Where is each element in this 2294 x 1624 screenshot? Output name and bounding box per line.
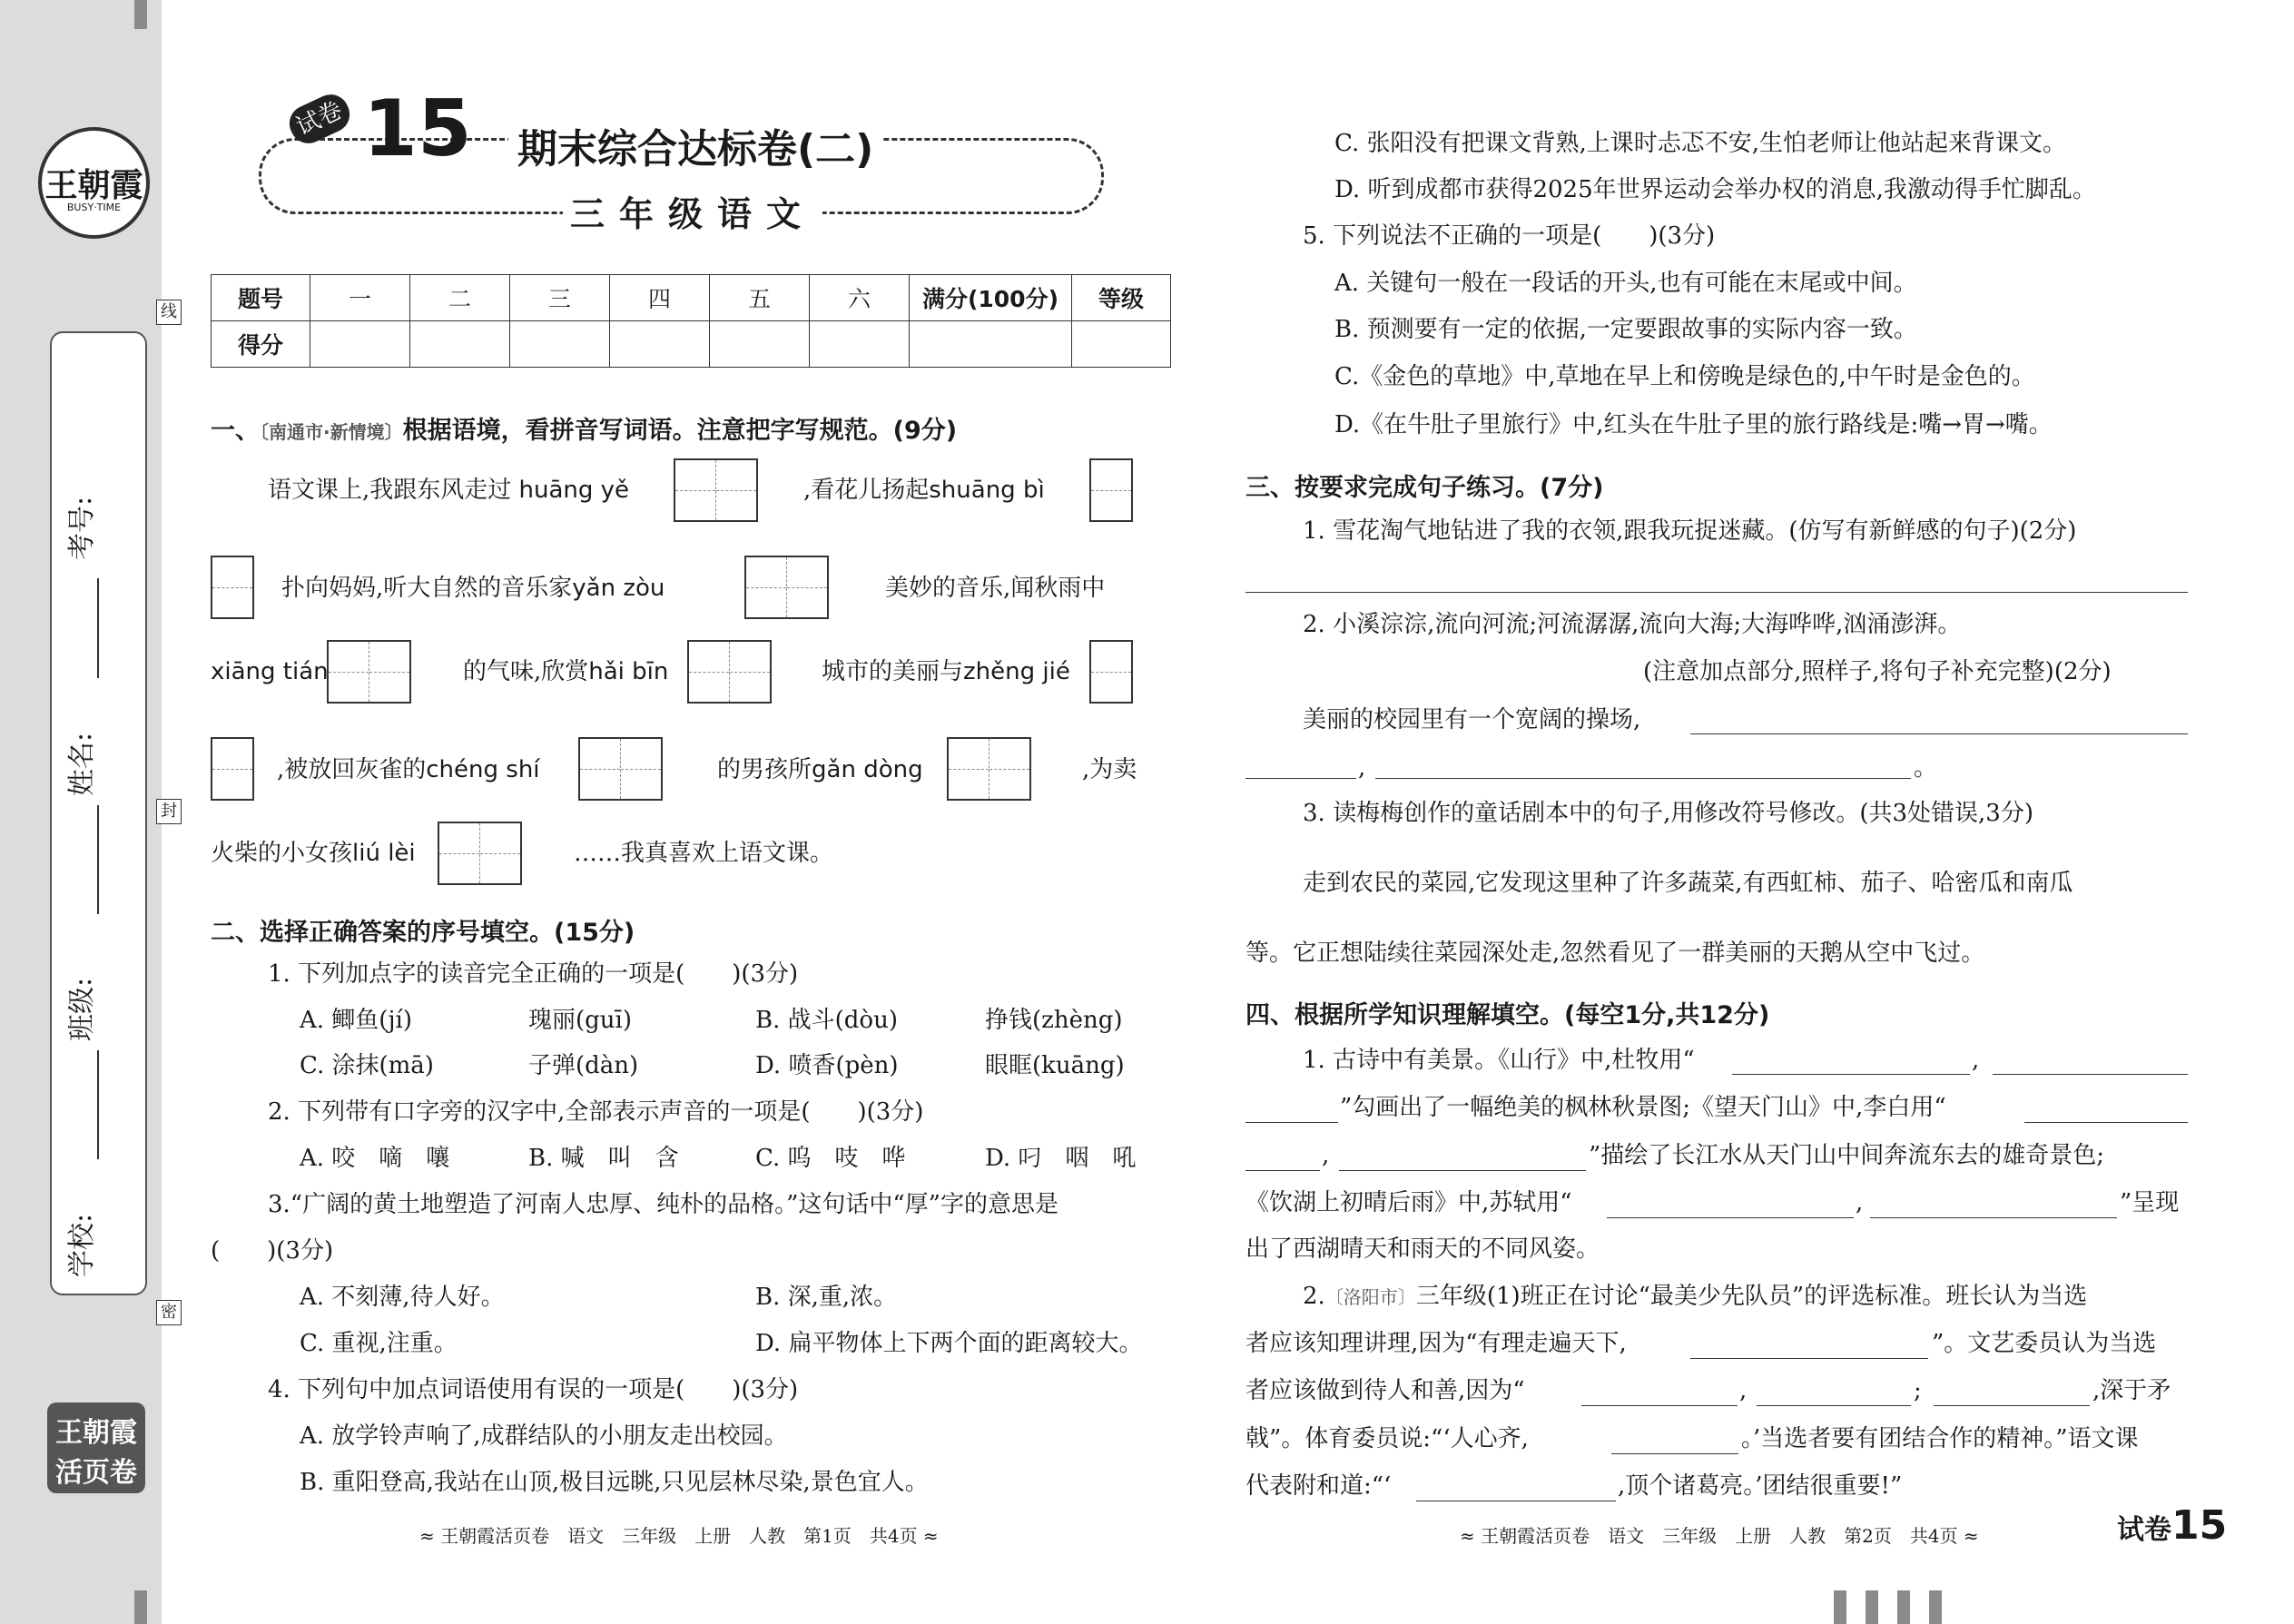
option: 眼眶(kuāng) (985, 1052, 1125, 1079)
school-label: 学校: (66, 1213, 98, 1277)
question-4-2-cont: 者应该知理讲理,因为“有理走遍天下, (1245, 1330, 1627, 1357)
passage-line: 走到农民的菜园,它发现这里种了许多蔬菜,有西虹柿、茄子、哈密瓜和南瓜 (1303, 870, 2073, 897)
sec1-line-2b: 美妙的音乐,闻秋雨中 (885, 575, 1106, 602)
pinyin: shuāng bì (929, 477, 1045, 504)
option: C. 张阳没有把课文背熟,上课时忐忑不安,生怕老师让他站起来背课文。 (1334, 130, 2067, 157)
answer-line[interactable] (1245, 1122, 1338, 1123)
char-grid[interactable] (1089, 640, 1133, 704)
region-tag: 〔南通市·新情境〕 (260, 421, 403, 443)
answer-line[interactable] (1245, 778, 1356, 779)
char-grid[interactable] (1089, 458, 1133, 522)
footer-right: ≈ 王朝霞活页卷 语文 三年级 上册 人教 第2页 共4页 ≈ (1460, 1525, 1979, 1547)
answer-line[interactable] (1581, 1405, 1738, 1406)
class-label: 班级: (66, 977, 98, 1041)
punct: , (1739, 1377, 1748, 1404)
question-4-1: 1. 古诗中有美景。《山行》中,杜牧用“ (1303, 1047, 1695, 1074)
sec1-line-1b: ,看花儿扬起shuāng bì (803, 477, 1045, 504)
score-input-cell[interactable] (510, 321, 610, 368)
char-grid[interactable] (438, 822, 522, 885)
char-grid[interactable] (578, 737, 663, 801)
char-grid[interactable] (674, 458, 758, 522)
char-grid[interactable] (211, 556, 254, 619)
badge-label: 活页卷 (55, 1457, 137, 1489)
question-2-3: 3.“广阔的黄土地塑造了河南人忠厚、纯朴的品格。”这句话中“厚”字的意思是 (268, 1191, 1058, 1218)
logo-subtext: BUSY·TIME (66, 202, 122, 213)
option: A. 咬 嘀 嚷 (300, 1145, 450, 1172)
pinyin: chéng shí (426, 756, 540, 783)
exam-number-label: 考号: (66, 496, 98, 560)
cut-mark-seal: 封 (156, 799, 182, 824)
question-4-1-cont2: ”描绘了长江水从天门山中间奔流东去的雄奇景色; (1589, 1142, 2105, 1169)
question-2-5: 5. 下列说法不正确的一项是( )(3分) (1303, 222, 1716, 250)
section-1-title (211, 410, 957, 446)
table-cell: 得分 (212, 321, 310, 368)
badge-brand: 王朝霞 (55, 1417, 137, 1449)
pinyin: huāng yě (518, 477, 630, 504)
pinyin: xiāng tián (211, 658, 329, 685)
char-grid[interactable] (327, 640, 411, 704)
question-3-3: 3. 读梅梅创作的童话剧本中的句子,用修改符号修改。(共3处错误,3分) (1303, 800, 2033, 827)
question-3-2: 2. 小溪淙淙,流向河流;河流潺潺,流向大海;大海哗哗,汹涌澎湃。 (1303, 611, 1962, 638)
page-number: 15 (2171, 1502, 2228, 1549)
logo (38, 127, 150, 239)
question-4-2: 2.〔洛阳市〕三年级(1)班正在讨论“最美少先队员”的评选标准。班长认为当选 (1303, 1283, 2088, 1310)
answer-line[interactable] (1993, 1074, 2188, 1075)
table-cell: 题号 (212, 275, 310, 321)
table-cell: 六 (810, 275, 910, 321)
punct: , (1358, 754, 1366, 782)
pinyin: yǎn zòu (572, 575, 665, 602)
char-grid[interactable] (744, 556, 829, 619)
section-3-title: 三、按要求完成句子练习。(7分) (1245, 474, 1604, 502)
question-4-2-cont8: ,顶个诸葛亮。’团结很重要!” (1618, 1472, 1903, 1500)
option: A. 关键句一般在一段话的开头,也有可能在末尾或中间。 (1334, 270, 1917, 297)
sec1-line-2: 扑向妈妈,听大自然的音乐家yǎn zòu (281, 575, 665, 602)
score-input-cell[interactable] (810, 321, 910, 368)
char-grid[interactable] (947, 737, 1031, 801)
table-cell: 满分(100分) (910, 275, 1072, 321)
option: C. 呜 吱 哗 (755, 1145, 906, 1172)
question-3-1: 1. 雪花淘气地钻进了我的衣领,跟我玩捉迷藏。(仿写有新鲜感的句子)(2分) (1303, 517, 2077, 545)
table-cell: 二 (410, 275, 510, 321)
answer-line[interactable] (1934, 1405, 2090, 1406)
option: B. 喊 叫 含 (528, 1145, 679, 1172)
binding-mark (1866, 1590, 1878, 1624)
score-input-cell[interactable] (410, 321, 510, 368)
class-field[interactable] (97, 1050, 99, 1159)
pinyin: hǎi bīn (588, 658, 669, 685)
exam-number-field[interactable] (97, 578, 99, 678)
region-tag: 〔洛阳市〕 (1324, 1286, 1416, 1308)
pinyin: gǎn dòng (812, 756, 923, 783)
logo-text: 王朝霞 (44, 166, 143, 204)
answer-line[interactable] (1690, 1358, 1928, 1359)
answer-line[interactable] (1245, 1170, 1320, 1171)
score-input-cell[interactable] (1072, 321, 1171, 368)
cut-mark-secret: 密 (156, 1300, 182, 1325)
section-4-title: 四、根据所学知识理解填空。(每空1分,共12分) (1245, 1001, 1770, 1029)
answer-line[interactable] (1611, 1453, 1738, 1454)
binding-mark (1897, 1590, 1910, 1624)
sec1-line-5: 火柴的小女孩liú lèi (211, 840, 416, 867)
option: A. 放学铃声响了,成群结队的小朋友走出校园。 (300, 1422, 788, 1450)
section-1-instruction: 根据语境，看拼音写词语。注意把字写规范。(9分) (402, 417, 958, 445)
option: B. 重阳登高,我站在山顶,极目远眺,只见层林尽染,景色宜人。 (300, 1469, 929, 1496)
question-4-1-cont3: 《饮湖上初晴后雨》中,苏轼用“ (1245, 1189, 1572, 1216)
question-4-2-cont2: ”。文艺委员认为当选 (1932, 1330, 2157, 1357)
option: C. 重视,注重。 (300, 1330, 458, 1357)
question-4-1-cont: ”勾画出了一幅绝美的枫林秋景图;《望天门山》中,李白用“ (1340, 1094, 1946, 1121)
table-cell: 四 (610, 275, 710, 321)
score-input-cell[interactable] (310, 321, 410, 368)
option: 挣钱(zhèng) (985, 1007, 1123, 1034)
sec1-line-5b: ……我真喜欢上语文课。 (574, 840, 834, 867)
page-tag: 试卷15 (2117, 1502, 2228, 1549)
score-table (211, 274, 1171, 368)
option: D. 叼 咽 吼 (985, 1145, 1137, 1172)
option: A. 鲫鱼(jí) (300, 1007, 412, 1034)
table-cell: 一 (310, 275, 410, 321)
sec1-line-4b: 的男孩所gǎn dòng (717, 756, 923, 783)
question-4-2-cont3: 者应该做到待人和善,因为“ (1245, 1377, 1525, 1404)
question-2-4: 4. 下列句中加点词语使用有误的一项是( )(3分) (268, 1376, 799, 1403)
char-grid[interactable] (687, 640, 772, 704)
table-cell: 等级 (1072, 275, 1171, 321)
brand-badge (47, 1403, 145, 1493)
pinyin: zhěng jié (963, 658, 1070, 685)
question-4-2-cont6: 。’当选者要有团结合作的精神。”语文课 (1741, 1425, 2139, 1452)
option: B. 预测要有一定的依据,一定要跟故事的实际内容一致。 (1334, 316, 1917, 343)
binding-mark (1929, 1590, 1942, 1624)
name-field[interactable] (97, 805, 99, 914)
answer-line[interactable] (1245, 592, 2188, 593)
cut-mark-line: 线 (156, 300, 182, 325)
question-4-2-cont7: 代表附和道:“‘ (1245, 1472, 1392, 1500)
test-number: 15 (363, 84, 472, 174)
question-4-1-cont4: ”呈现 (2120, 1189, 2180, 1216)
binding-mark (134, 0, 147, 29)
punct: , (1856, 1189, 1864, 1216)
passage-line: 等。它正想陆续往菜园深处走,忽然看见了一群美丽的天鹅从空中飞过。 (1245, 940, 1985, 967)
option: D. 喷香(pèn) (755, 1052, 899, 1079)
student-info-card (50, 331, 147, 1295)
option: D. 扁平物体上下两个面的距离较大。 (755, 1330, 1143, 1357)
binding-mark (134, 1590, 147, 1624)
punct: , (1322, 1142, 1330, 1169)
question-4-2-cont5: 戟”。体育委员说:“‘人心齐, (1245, 1425, 1529, 1452)
answer-line[interactable] (1732, 1074, 1970, 1075)
table-cell: 五 (710, 275, 810, 321)
option: D. 听到成都市获得2025年世界运动会举办权的消息,我激动得手忙脚乱。 (1334, 176, 2096, 203)
sec1-line-4c: ,为卖 (1082, 756, 1137, 783)
answer-line[interactable] (1339, 1170, 1586, 1171)
punct: , (1972, 1047, 1980, 1074)
answer-line[interactable] (1690, 733, 2188, 734)
answer-line[interactable] (1607, 1217, 1854, 1218)
score-input-cell[interactable] (610, 321, 710, 368)
sec1-line-3: 的气味,欣赏hǎi bīn (463, 658, 669, 685)
table-cell: 三 (510, 275, 610, 321)
table-row (212, 275, 1171, 321)
section-1-number: 一、 (211, 417, 260, 445)
option: 瑰丽(guī) (528, 1007, 632, 1034)
option: A. 不刻薄,待人好。 (300, 1284, 505, 1311)
question-2-1: 1. 下列加点字的读音完全正确的一项是( )(3分) (268, 960, 799, 988)
sec1-line-4: ,被放回灰雀的chéng shí (277, 756, 540, 783)
score-input-cell[interactable] (710, 321, 810, 368)
answer-line[interactable] (1375, 778, 1911, 779)
sec1-line-3b: 城市的美丽与zhěng jié (822, 658, 1070, 685)
score-input-cell[interactable] (910, 321, 1072, 368)
question-3-2-note: (注意加点部分,照样子,将句子补充完整)(2分) (1643, 658, 2112, 685)
question-4-2-cont4: ,深于矛 (2092, 1377, 2171, 1404)
page-title: 期末综合达标卷(二) (508, 116, 882, 174)
option: D.《在牛肚子里旅行》中,红头在牛肚子里的旅行路线是:嘴→胃→嘴。 (1334, 411, 2053, 438)
subject-title: 三年级语文 (563, 186, 822, 236)
option: B. 深,重,浓。 (755, 1284, 898, 1311)
binding-mark (1834, 1590, 1846, 1624)
question-2-3-cont: ( )(3分) (211, 1237, 334, 1265)
question-3-2-stem: 美丽的校园里有一个宽阔的操场, (1303, 706, 1641, 733)
question-2-2: 2. 下列带有口字旁的汉字中,全部表示声音的一项是( )(3分) (268, 1098, 924, 1126)
test-tag: 试卷 (283, 89, 355, 150)
footer-left: ≈ 王朝霞活页卷 语文 三年级 上册 人教 第1页 共4页 ≈ (419, 1525, 939, 1547)
sec1-line-1: 语文课上,我跟东风走过 huāng yě (268, 477, 630, 504)
pinyin: liú lèi (352, 840, 416, 867)
question-4-1-cont5: 出了西湖晴天和雨天的不同风姿。 (1245, 1235, 1600, 1263)
option: B. 战斗(dòu) (755, 1007, 898, 1034)
option: 子弹(dàn) (528, 1052, 639, 1079)
answer-line[interactable] (2024, 1122, 2188, 1123)
name-label: 姓名: (66, 732, 98, 796)
answer-line[interactable] (1757, 1405, 1911, 1406)
option: C. 涂抹(mā) (300, 1052, 434, 1079)
punct: ; (1914, 1377, 1922, 1404)
punct: 。 (1914, 754, 1938, 782)
char-grid[interactable] (211, 737, 254, 801)
answer-line[interactable] (1870, 1217, 2117, 1218)
table-row (212, 321, 1171, 368)
option: C.《金色的草地》中,草地在早上和傍晚是绿色的,中午时是金色的。 (1334, 363, 2035, 390)
section-2-title: 二、选择正确答案的序号填空。(15分) (211, 919, 635, 947)
